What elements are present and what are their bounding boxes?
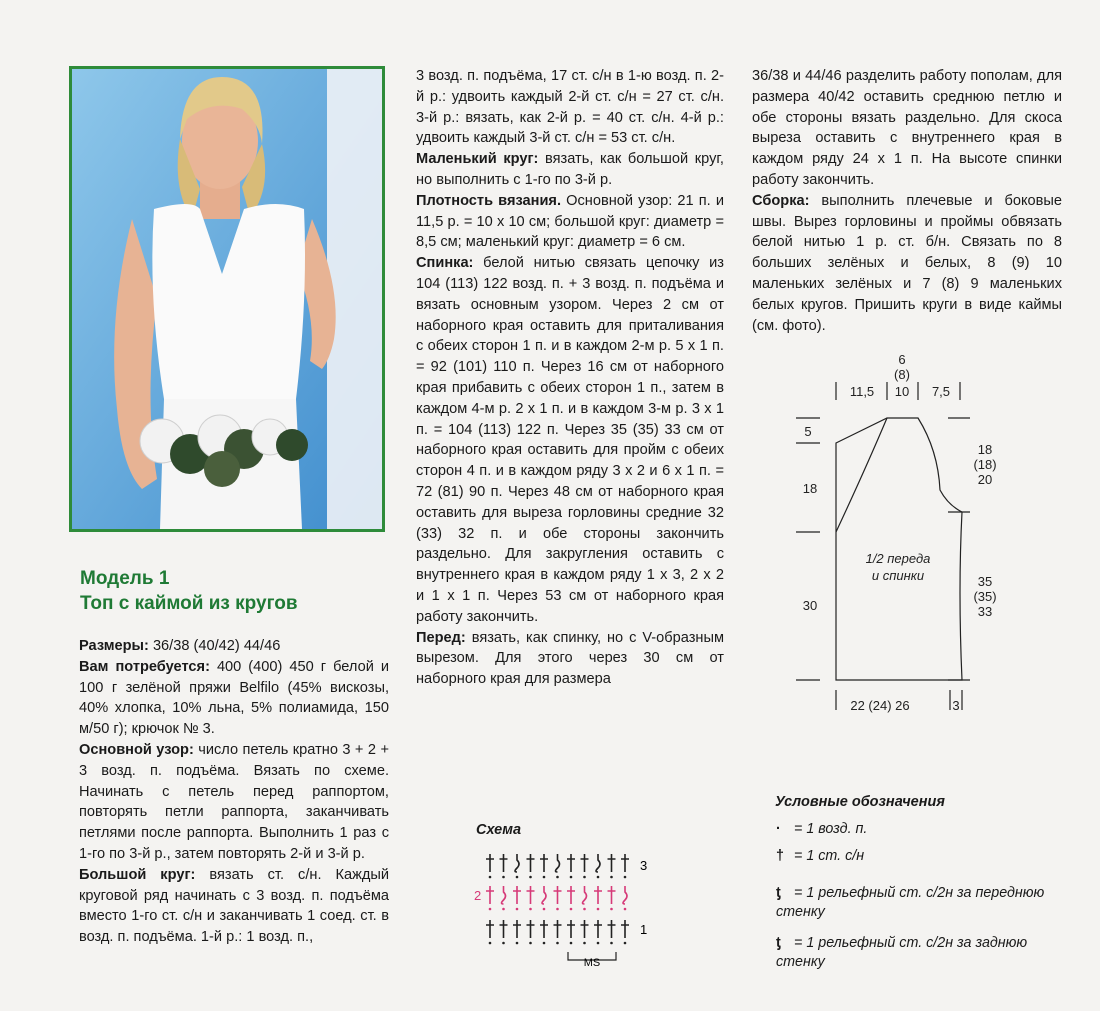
dim-right-18-a: 18 — [977, 442, 993, 457]
text-small-circle: вязать, как большой круг, но выполнить с 1-го по 3-й р. — [416, 151, 724, 188]
chain-dot — [597, 942, 600, 945]
column-2 — [416, 66, 724, 690]
front-post-stitch-icon: ƫ — [776, 885, 781, 901]
schema-stitch — [540, 854, 548, 872]
dim-right-35-c: 33 — [977, 604, 993, 619]
chain-dot — [516, 876, 519, 879]
legend-text-chain: = 1 возд. п. — [794, 821, 868, 837]
chain-dot — [529, 942, 532, 945]
pattern-outline — [836, 418, 962, 680]
schema-stitch — [583, 886, 587, 904]
schema-stitch — [500, 920, 508, 938]
chain-dot — [516, 942, 519, 945]
dim-bottom-right: 3 — [952, 698, 960, 713]
model-photo — [69, 66, 385, 532]
double-crochet-icon: † — [776, 848, 784, 864]
label-main-pattern: Основной узор: — [79, 741, 194, 758]
chain-dot — [489, 876, 492, 879]
chain-dot — [624, 942, 627, 945]
column-3 — [752, 66, 1062, 336]
center-label-2: и спинки — [871, 568, 925, 583]
chain-dot — [610, 908, 613, 911]
rapport-label: MS — [583, 957, 601, 969]
legend-row-chain — [776, 820, 867, 839]
dim-top-2: (8) — [894, 367, 910, 382]
label-materials: Вам потребуется: — [79, 658, 210, 675]
schema-stitch — [608, 854, 616, 872]
legend-text-dc: = 1 ст. с/н — [794, 848, 865, 864]
schema-stitch — [513, 920, 521, 938]
schema-stitch — [567, 886, 575, 904]
chain-dot — [529, 876, 532, 879]
paragraph-assembly — [752, 191, 1062, 337]
schema-stitch — [608, 886, 616, 904]
label-back: Спинка: — [416, 255, 474, 272]
schema-stitch — [556, 854, 560, 872]
schema-row-1-label: 1 — [640, 922, 648, 937]
label-sizes: Размеры: — [79, 638, 149, 654]
center-label-1: 1/2 переда — [865, 551, 931, 566]
schema-stitch — [581, 854, 589, 872]
schema-stitch — [527, 920, 535, 938]
pattern-neckline — [836, 418, 887, 532]
schema-stitch — [554, 886, 562, 904]
schema-row-1 — [486, 920, 629, 944]
schema-stitch — [542, 886, 546, 904]
paragraph-small-circle — [416, 149, 724, 191]
schema-stitch — [527, 886, 535, 904]
label-big-circle: Большой круг: — [79, 866, 196, 883]
schema-stitch — [554, 920, 562, 938]
chain-dot — [570, 908, 573, 911]
schema-stitch — [567, 920, 575, 938]
chain-dot — [583, 876, 586, 879]
schema-stitch — [594, 886, 602, 904]
paragraph-main-pattern — [79, 740, 389, 865]
schema-stitch — [486, 920, 494, 938]
pattern-diagram — [790, 350, 997, 715]
text-back: белой нитью связать цепочку из 104 (113) 122 возд. п. + 3 возд. п. подъёма и вязать основным узором. Через 2 см от наборного края оставить для приталивания с обеих сторон 1 п. и в каждом 2-м р. 5 х 1 п. = 92 (101) 110 п. Через 16 см от наборного края прибавить с обеих сторон 1 п., затем в каждом 4-м р. 2 х 1 п. и в каждом 3-м р. 3 х 1 п. = 104 (113) 122 п. Через 35 (35) 33 см от наборного края оставить для пройм с обеих сторон 4 п. и в каждом ряду 3 х 2 и 6 х 1 п. = 72 (81) 90 п. Через 48 см от наборного края оставить для выреза горловины средние 32 (33) 32 п. и обе стороны закончить раздельно. Для закругления оставить с внутреннего края в каждом ряду 1 х 3, 2 х 2 и 1 х 1 п. Через 53 см от наборного края работу закончить. — [416, 255, 724, 625]
chain-dot — [489, 942, 492, 945]
chain-dot — [489, 908, 492, 911]
chain-dot — [543, 876, 546, 879]
dim-right-18-b: (18) — [973, 457, 997, 472]
paragraph-front — [416, 628, 724, 690]
chain-dot — [543, 942, 546, 945]
chain-dot — [543, 908, 546, 911]
model-number: Модель 1 — [80, 568, 170, 589]
chain-dot — [570, 876, 573, 879]
schema-stitch — [527, 854, 535, 872]
chain-dot — [610, 942, 613, 945]
model-title: Топ с каймой из кругов — [80, 593, 298, 614]
schema-stitch — [515, 854, 519, 872]
text-gauge: Основной узор: 21 п. и 11,5 р. = 10 х 10 см; большой круг: диаметр = 8,5 см; маленький круг: диаметр = 6 см. — [416, 192, 724, 251]
chain-dot — [502, 908, 505, 911]
schema-stitch — [581, 920, 589, 938]
model-photo-illustration — [72, 69, 382, 529]
chain-dot — [502, 942, 505, 945]
chain-dot — [570, 942, 573, 945]
chain-dot — [529, 908, 532, 911]
legend-text-back-post: = 1 рельефный ст. с/2н за заднюю стенку — [776, 935, 1028, 970]
dim-right-top: 7,5 — [931, 384, 951, 399]
schema-stitch — [486, 854, 494, 872]
schema-stitch — [594, 920, 602, 938]
model-heading — [80, 566, 298, 616]
schema-stitch — [500, 854, 508, 872]
dim-left-18: 18 — [802, 481, 818, 496]
chain-dot — [583, 942, 586, 945]
chain-dot — [556, 908, 559, 911]
label-gauge: Плотность вязания. — [416, 192, 561, 209]
schema-stitch — [540, 920, 548, 938]
chain-dot — [556, 942, 559, 945]
schema-row-2 — [486, 886, 627, 910]
schema-stitch — [596, 854, 600, 872]
text-big-circle: вязать ст. с/н. Каждый круговой ряд начинать с 3 возд. п. подъёма вместо 1-го ст. с/н и заканчивать 1 соед. ст. в возд. п. подъёма. 1-й р.: 1 возд. п., — [79, 866, 390, 946]
legend-row-back-post — [776, 934, 1066, 972]
back-post-stitch-icon: ƫ — [776, 935, 781, 951]
schema-stitch — [623, 886, 627, 904]
chain-dot — [583, 908, 586, 911]
label-front: Перед: — [416, 629, 466, 646]
schema-title: Схема — [476, 822, 522, 838]
schema-stitch — [513, 886, 521, 904]
schema-stitch — [621, 854, 629, 872]
schema-stitch — [608, 920, 616, 938]
dim-right-18-c: 20 — [977, 472, 993, 487]
dim-left-30: 30 — [802, 598, 818, 613]
chain-dot — [624, 876, 627, 879]
dim-top-1: 6 — [898, 352, 906, 367]
paragraph-back — [416, 253, 724, 627]
schema-stitch — [621, 920, 629, 938]
paragraph-gauge — [416, 191, 724, 253]
text-materials: 400 (400) 450 г белой и 100 г зелёной пряжи Belfilo (45% вискозы, 40% хлопка, 10% льна, 5% полиамида, 150 м/50 г); крючок № 3. — [79, 658, 389, 738]
chain-dot — [624, 908, 627, 911]
schema-row-3 — [486, 854, 629, 878]
chain-dot — [597, 876, 600, 879]
legend-row-front-post — [776, 884, 1066, 922]
legend-row-dc — [776, 847, 864, 866]
legend-title: Условные обозначения — [775, 794, 945, 810]
dim-shoulder: 11,5 — [849, 384, 875, 399]
text-main-pattern: число петель кратно 3 + 2 + 3 возд. п. подъёма. Вязать по схеме. Начинать с петель перед раппортом, повторять петли раппорта, заканчивать петлями после раппорта. Выполнить 1 раз с 1-го по 3-й р., затем повторять 2-й и 3-й р. — [79, 741, 389, 862]
legend-text-front-post: = 1 рельефный ст. с/2н за переднюю стенку — [776, 885, 1045, 920]
column-1 — [79, 636, 389, 948]
text-assembly: выполнить плечевые и боковые швы. Вырез горловины и проймы обвязать белой нитью 1 р. ст. б/н. Связать по 8 больших зелёных и белых, 8 (9) 10 маленьких зелёных и 7 (8) 9 маленьких белых кругов. Пришить круги в виде каймы (см. фото). — [752, 192, 1062, 334]
dim-left-5: 5 — [804, 424, 812, 439]
dim-neck: 10 — [894, 384, 910, 399]
schema-row-3-label: 3 — [640, 858, 648, 873]
chain-dot — [556, 876, 559, 879]
schema-stitch — [502, 886, 506, 904]
dim-bottom: 22 (24) 26 — [850, 698, 910, 713]
chain-dot — [516, 908, 519, 911]
chain-stitch-icon: · — [776, 821, 781, 837]
text-front: вязать, как спинку, но с V-образным вырезом. Для этого через 30 см от наборного края для размера — [416, 629, 724, 688]
paragraph-big-circle-cont: 3 возд. п. подъёма, 17 ст. с/н в 1-ю возд. п. 2-й р.: удвоить каждый 2-й ст. с/н = 27 ст. с/н. 3-й р.: вязать, как 2-й р. = 40 ст. с/н. 4-й р.: удвоить каждый 3-й ст. с/н = 53 ст. с/н. — [416, 68, 724, 147]
chain-dot — [610, 876, 613, 879]
label-small-circle: Маленький круг: — [416, 151, 539, 168]
dim-right-35-b: (35) — [973, 589, 997, 604]
paragraph-materials — [79, 657, 389, 740]
schema-row-2-label: 2 — [474, 888, 482, 903]
text-sizes: 36/38 (40/42) 44/46 — [148, 638, 281, 654]
paragraph-sizes — [79, 636, 389, 657]
chain-dot — [597, 908, 600, 911]
paragraph-front-cont: 36/38 и 44/46 разделить работу пополам, для размера 40/42 оставить среднюю петлю и обе стороны вязать раздельно. Для скоса выреза оставить с внутреннего края в каждом ряду 24 х 1 п. На высоте спинки работу закончить. — [752, 68, 1062, 188]
schema-stitch — [486, 886, 494, 904]
paragraph-big-circle — [79, 865, 389, 948]
label-assembly: Сборка: — [752, 192, 810, 209]
dim-right-35-a: 35 — [977, 574, 993, 589]
schema-stitch — [567, 854, 575, 872]
schema-chart — [470, 848, 660, 973]
chain-dot — [502, 876, 505, 879]
